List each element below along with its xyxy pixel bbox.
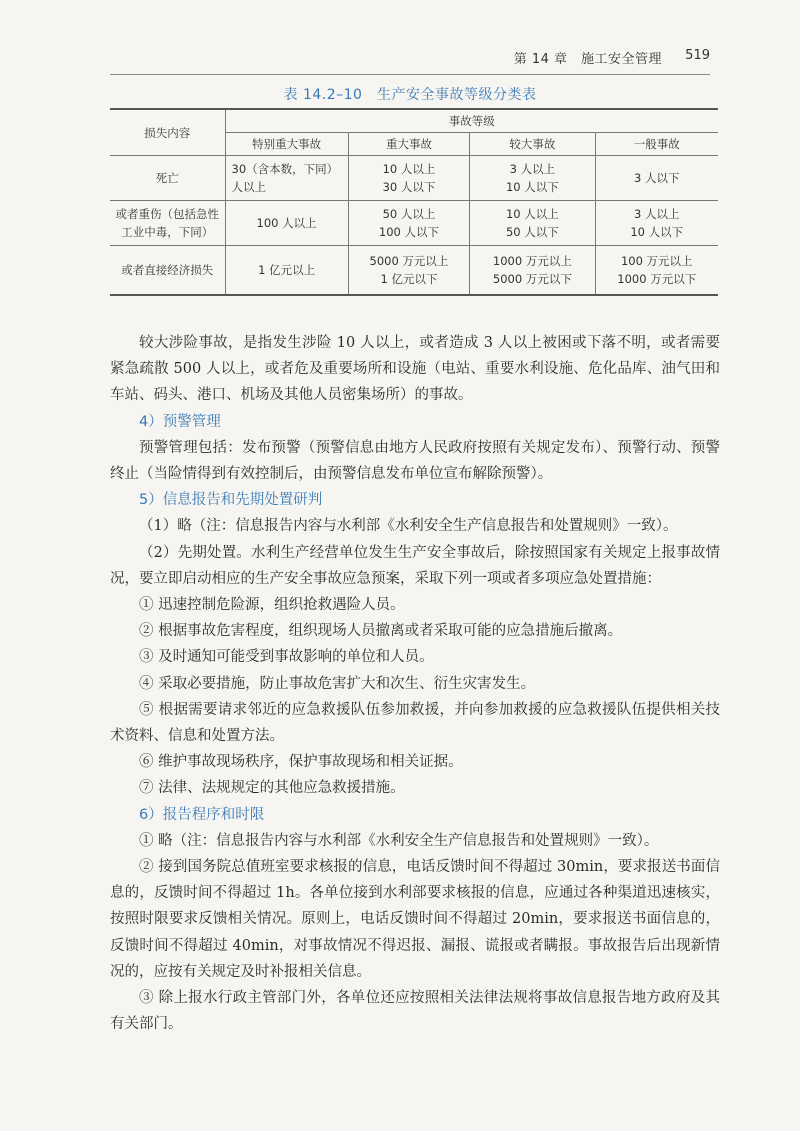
paragraph-5-2: （2）先期处置。水利生产经营单位发生生产安全事故后，除按照国家有关规定上报事故情况，要立即启动相应的生产安全事故应急预案，采取下列一项或者多项应急处置措施：: [110, 544, 720, 587]
report-item: ① 略（注：信息报告内容与水利部《水利安全生产信息报告和处置规则》一致）。: [139, 832, 659, 849]
measure-item: ② 根据事故危害程度，组织现场人员撤离或者采取可能的应急措施后撤离。: [139, 623, 623, 640]
table-row: [110, 201, 718, 246]
measure-item: ④ 采取必要措施，防止事故危害扩大和次生、衍生灾害发生。: [139, 675, 536, 692]
body-text: [110, 330, 720, 1037]
level-header: 重大事故: [348, 133, 470, 156]
paragraph-5-1: （1）略（注：信息报告内容与水利部《水利安全生产信息报告和处置规则》一致）。: [139, 518, 678, 535]
table-cell: 30（含本数，下同） 人以上: [225, 156, 348, 201]
table-cell: 3 人以上 10 人以下: [595, 201, 718, 246]
table-cell: 10 人以上 50 人以下: [470, 201, 595, 246]
heading-info-report: 5）信息报告和先期处置研判: [139, 492, 323, 509]
table-group-header: 事故等级: [225, 109, 718, 133]
table-cell: 1 亿元以上: [225, 246, 348, 296]
measure-item: ⑥ 维护事故现场秩序，保护事故现场和相关证据。: [139, 754, 463, 771]
paragraph-warning: 预警管理包括：发布预警（预警信息由地方人民政府按照有关规定发布）、预警行动、预警终止（当险情得到有效控制后，由预警信息发布单位宣布解除预警）。: [110, 439, 720, 483]
chapter-title: 第 14 章 施工安全管理: [513, 52, 662, 67]
table-cell: 5000 万元以上 1 亿元以下: [348, 246, 470, 296]
table-corner-header: 损失内容: [110, 109, 225, 156]
table-caption: 表 14.2–10 生产安全事故等级分类表: [283, 87, 537, 103]
report-item: ② 接到国务院总值班室要求核报的信息，电话反馈时间不得超过 30min，要求报送书面信息的，反馈时间不得超过 1h。各单位接到水利部要求核报的信息，应通过各种渠道迅速核实，按照时限要求反馈相关情况。原则上，电话反馈时间不得超过 20min，要求报送书面信息的，反馈时间不得超过 40min，对事故情况不得迟报、漏报、谎报或者瞒报。事故报告后出现新情况的，应按有关规定及时补报相关信息。: [110, 859, 720, 980]
table-cell: 1000 万元以上 5000 万元以下: [470, 246, 595, 296]
table-cell: 100 人以上: [225, 201, 348, 246]
level-header: 较大事故: [470, 133, 595, 156]
measure-item: ⑤ 根据需要请求邻近的应急救援队伍参加救援，并向参加救援的应急救援队伍提供相关技术资料、信息和处置方法。: [110, 701, 720, 745]
row-label: 或者重伤（包括急性 工业中毒，下同）: [110, 201, 225, 246]
level-header: 特别重大事故: [225, 133, 348, 156]
table-cell: 3 人以上 10 人以下: [470, 156, 595, 201]
table-cell: 3 人以下: [595, 156, 718, 201]
page-number: 519: [685, 48, 710, 63]
table-row: [110, 246, 718, 296]
table-row: [110, 156, 718, 201]
row-label: 死亡: [110, 156, 225, 201]
table-cell: 100 万元以上 1000 万元以下: [595, 246, 718, 296]
table-cell: 10 人以上 30 人以下: [348, 156, 470, 201]
row-label: 或者直接经济损失: [110, 246, 225, 296]
heading-report-procedure: 6）报告程序和时限: [139, 806, 265, 823]
heading-warning: 4）预警管理: [139, 413, 221, 430]
measure-item: ① 迅速控制危险源，组织抢救遇险人员。: [139, 597, 405, 614]
page-header: [110, 44, 710, 75]
paragraph-major-risk: 较大涉险事故，是指发生涉险 10 人以上，或者造成 3 人以上被困或下落不明，或者需要紧急疏散 500 人以上，或者危及重要场所和设施（电站、重要水利设施、危化品库、油气田和车站、码头、港口、机场及其他人员密集场所）的事故。: [110, 335, 720, 404]
report-item: ③ 除上报水行政主管部门外，各单位还应按照相关法律法规将事故信息报告地方政府及其有关部门。: [110, 990, 720, 1033]
measure-item: ⑦ 法律、法规规定的其他应急救援措施。: [139, 780, 405, 797]
level-header: 一般事故: [595, 133, 718, 156]
table-cell: 50 人以上 100 人以下: [348, 201, 470, 246]
measure-item: ③ 及时通知可能受到事故影响的单位和人员。: [139, 649, 434, 666]
accident-grade-table: [110, 108, 718, 296]
